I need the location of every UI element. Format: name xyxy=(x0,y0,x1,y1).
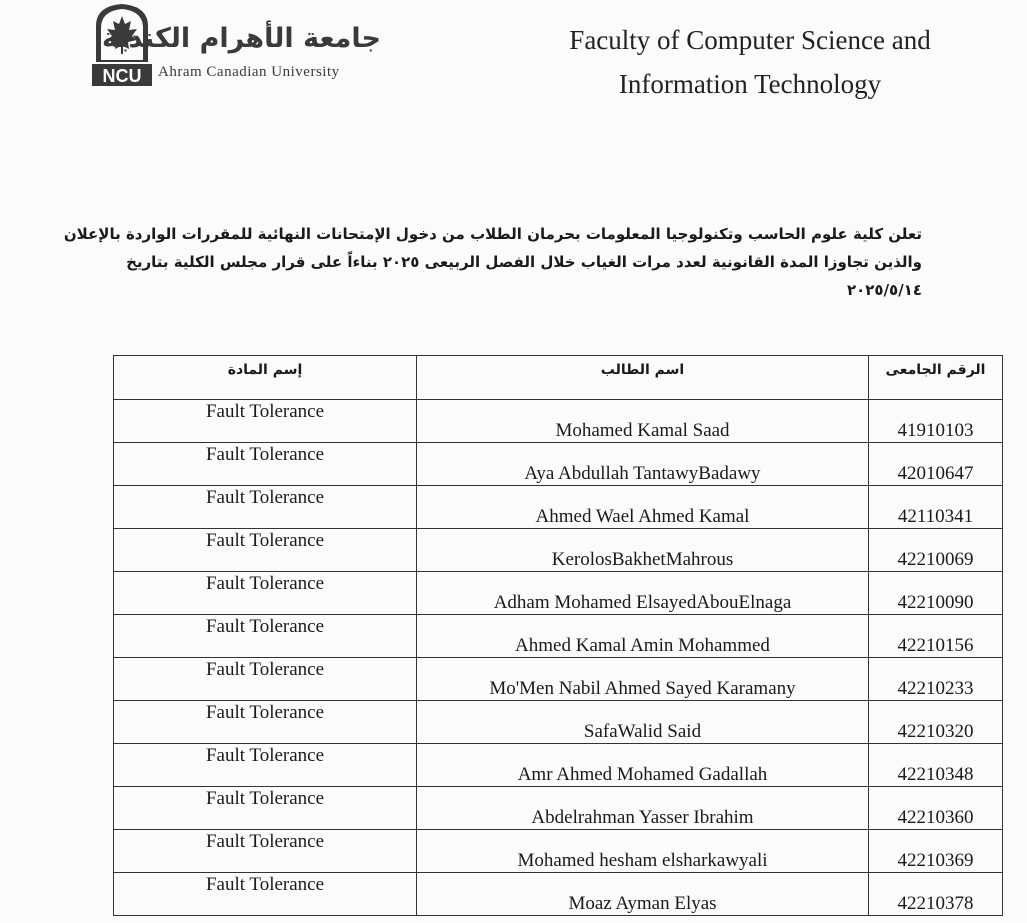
logo-arabic-wordmark: جامعة الأهرام الكندية xyxy=(101,23,381,54)
student-name-cell: Mohamed hesham elsharkawyali xyxy=(417,830,869,873)
course-cell: Fault Tolerance xyxy=(114,486,417,529)
table-row xyxy=(114,787,1003,830)
student-name-cell: Abdelrahman Yasser Ibrahim xyxy=(417,787,869,830)
table-row xyxy=(114,400,1003,443)
student-id-cell: 42210090 xyxy=(869,572,1003,615)
deprived-students-table xyxy=(113,355,1003,916)
course-cell: Fault Tolerance xyxy=(114,744,417,787)
faculty-title-line2: Information Technology xyxy=(618,69,882,99)
student-id-cell: 42210156 xyxy=(869,615,1003,658)
course-cell: Fault Tolerance xyxy=(114,572,417,615)
student-name-cell: Mo'Men Nabil Ahmed Sayed Karamany xyxy=(417,658,869,701)
header-student-name: اسم الطالب xyxy=(417,356,869,400)
student-name-cell: Amr Ahmed Mohamed Gadallah xyxy=(417,744,869,787)
student-name-cell: KerolosBakhetMahrous xyxy=(417,529,869,572)
course-cell: Fault Tolerance xyxy=(114,443,417,486)
student-id-cell: 42210320 xyxy=(869,701,1003,744)
student-id-cell: 42210348 xyxy=(869,744,1003,787)
announcement-line2: والذين تجاوزا المدة القانونية لعدد مرات الغياب خلال الفصل الربيعى ٢٠٢٥ بناءاً على قرار مجلس الكلية بتاريخ xyxy=(126,253,922,271)
student-id-cell: 42210233 xyxy=(869,658,1003,701)
header-course-name: إسم المادة xyxy=(114,356,417,400)
table-row xyxy=(114,701,1003,744)
table-row xyxy=(114,572,1003,615)
student-id-cell: 42210369 xyxy=(869,830,1003,873)
course-cell: Fault Tolerance xyxy=(114,615,417,658)
table-row xyxy=(114,529,1003,572)
course-cell: Fault Tolerance xyxy=(114,830,417,873)
table-row xyxy=(114,744,1003,787)
student-name-cell: Mohamed Kamal Saad xyxy=(417,400,869,443)
student-id-cell: 42210360 xyxy=(869,787,1003,830)
table-row xyxy=(114,873,1003,916)
table-row xyxy=(114,615,1003,658)
course-cell: Fault Tolerance xyxy=(114,658,417,701)
faculty-title xyxy=(520,18,980,106)
student-id-cell: 41910103 xyxy=(869,400,1003,443)
student-id-cell: 42210069 xyxy=(869,529,1003,572)
table-row xyxy=(114,830,1003,873)
student-name-cell: Ahmed Wael Ahmed Kamal xyxy=(417,486,869,529)
student-id-cell: 42110341 xyxy=(869,486,1003,529)
student-name-cell: Ahmed Kamal Amin Mohammed xyxy=(417,615,869,658)
announcement-date: ٢٠٢٥/٥/١٤ xyxy=(846,281,922,299)
course-cell: Fault Tolerance xyxy=(114,787,417,830)
logo-english-wordmark: Ahram Canadian University xyxy=(158,64,340,80)
course-cell: Fault Tolerance xyxy=(114,873,417,916)
course-cell: Fault Tolerance xyxy=(114,701,417,744)
university-logo xyxy=(90,0,390,90)
header-student-id: الرقم الجامعى xyxy=(869,356,1003,400)
student-name-cell: Adham Mohamed ElsayedAbouElnaga xyxy=(417,572,869,615)
announcement-text xyxy=(63,220,922,304)
student-id-cell: 42210378 xyxy=(869,873,1003,916)
faculty-title-line1: Faculty of Computer Science and xyxy=(569,25,931,55)
course-cell: Fault Tolerance xyxy=(114,400,417,443)
table-header-row xyxy=(114,356,1003,400)
student-name-cell: Moaz Ayman Elyas xyxy=(417,873,869,916)
table-row xyxy=(114,658,1003,701)
table-row xyxy=(114,486,1003,529)
student-name-cell: Aya Abdullah TantawyBadawy xyxy=(417,443,869,486)
announcement-line1: تعلن كلية علوم الحاسب وتكنولوجيا المعلومات بحرمان الطلاب من دخول الإمتحانات النهائية للمقررات الواردة بالإعلان xyxy=(63,225,922,243)
table-row xyxy=(114,443,1003,486)
svg-text:NCU: NCU xyxy=(102,66,142,86)
student-name-cell: SafaWalid Said xyxy=(417,701,869,744)
course-cell: Fault Tolerance xyxy=(114,529,417,572)
student-id-cell: 42010647 xyxy=(869,443,1003,486)
